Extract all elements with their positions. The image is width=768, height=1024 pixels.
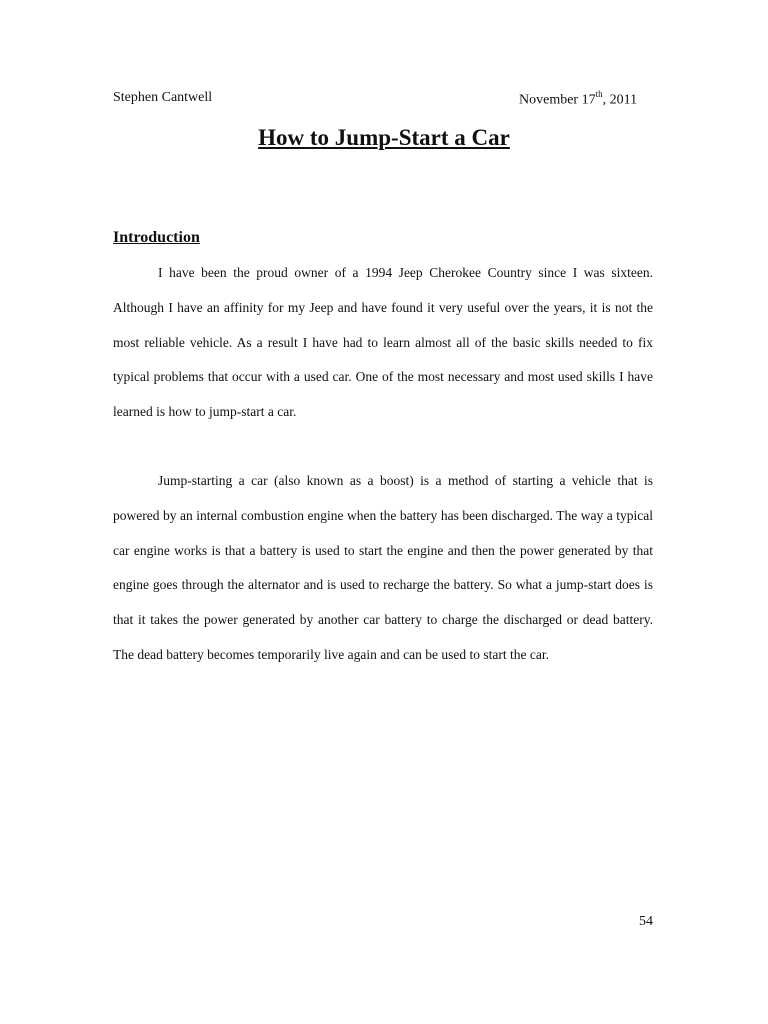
document-date [519,90,637,109]
document-title: How to Jump-Start a Car [258,125,510,150]
page-number: 54 [639,914,653,929]
paragraph-jump-start-definition: Jump-starting a car (also known as a boost) is a method of starting a vehicle that is powered by an internal combustion engine when the battery has been discharged. The way a typical car engine works is that a battery is used to start the engine and then the power generated by that engine goes through the alternator and is used to recharge the battery. So what a jump-start does is that it takes the power generated by another car battery to charge the discharged or dead battery. The dead battery becomes temporarily live again and can be used to start the car. [113,473,653,662]
author-name: Stephen Cantwell [113,90,213,105]
section-heading: Introduction [113,229,200,246]
date-ordinal-suffix: th [595,89,603,99]
paragraph-intro: I have been the proud owner of a 1994 Jeep Cherokee Country since I was sixteen. Although I have an affinity for my Jeep and have found it very useful over the years, it is not the most reliable vehicle. As a result I have had to learn almost all of the basic skills needed to fix typical problems that occur with a used car. One of the most necessary and most used skills I have learned is how to jump-start a car. [113,265,653,420]
date-month-day: November 17 [519,92,596,108]
date-year: , 2011 [602,92,638,108]
